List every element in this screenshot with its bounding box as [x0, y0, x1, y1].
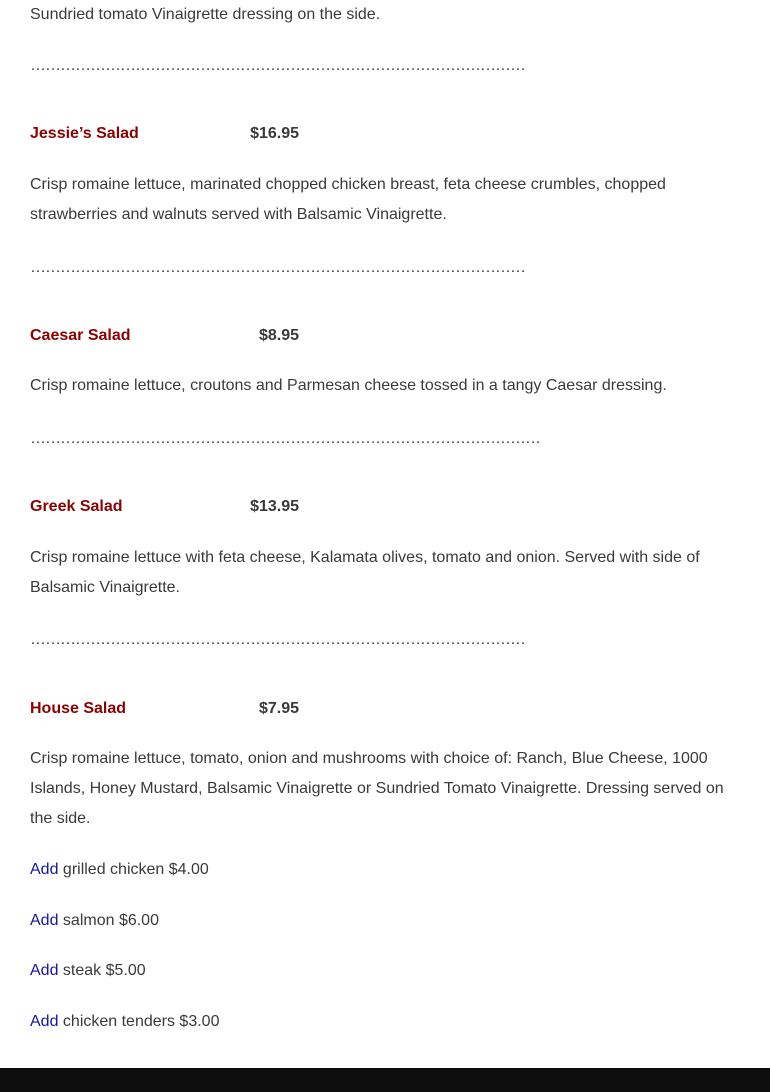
item-name: House Salad — [30, 700, 127, 717]
addon-text: grilled chicken $4.00 — [58, 861, 209, 878]
addon-add-label: Add — [30, 962, 59, 979]
addon-add-label: Add — [30, 861, 59, 878]
addon-line — [30, 858, 209, 882]
item-description: Crisp romaine lettuce, tomato, onion and mushrooms with choice of: Ranch, Blue Cheese, 1000 Islands, Honey Mustard, Balsamic Vinaigrette or Sundried Tomato Vinaigrette. Dressing served on the side. — [30, 750, 724, 827]
menu-item-header — [30, 122, 299, 146]
addon-add-label: Add — [30, 912, 59, 929]
menu-item-header — [30, 495, 299, 519]
divider: ……………………………………………………………………………………… — [30, 259, 525, 276]
item-name: Caesar Salad — [30, 327, 131, 344]
divider: ……………………………………………………………………………………… — [30, 631, 525, 648]
addon-text: salmon $6.00 — [58, 912, 159, 929]
addon-line — [30, 909, 159, 933]
item-name: Greek Salad — [30, 498, 123, 515]
item-price: $8.95 — [258, 327, 299, 344]
divider: ……………………………………………………………………………………… — [30, 57, 525, 74]
addon-text: chicken tenders $3.00 — [58, 1013, 220, 1030]
item-description: Crisp romaine lettuce with feta cheese, Kalamata olives, tomato and onion. Served with side of Balsamic Vinaigrette. — [30, 549, 700, 596]
divider: ………………………………………………………………………………………… — [30, 430, 540, 447]
item-description: Crisp romaine lettuce, croutons and Parmesan cheese tossed in a tangy Caesar dressing. — [30, 377, 667, 394]
addon-text: steak $5.00 — [58, 962, 146, 979]
item-name: Jessie’s Salad — [30, 125, 139, 142]
previous-item-description: Sundried tomato Vinaigrette dressing on the side. — [30, 6, 381, 23]
menu-item-header — [30, 324, 299, 348]
item-description: Crisp romaine lettuce, marinated chopped chicken breast, feta cheese crumbles, chopped strawberries and walnuts served with Balsamic Vinaigrette. — [30, 176, 666, 223]
item-price: $7.95 — [258, 700, 299, 717]
addon-line — [30, 959, 146, 983]
item-price: $16.95 — [250, 125, 299, 142]
addon-add-label: Add — [30, 1013, 59, 1030]
menu-item-header — [30, 697, 299, 721]
addon-line — [30, 1010, 219, 1034]
item-price: $13.95 — [250, 498, 299, 515]
page-footer — [0, 1068, 770, 1092]
